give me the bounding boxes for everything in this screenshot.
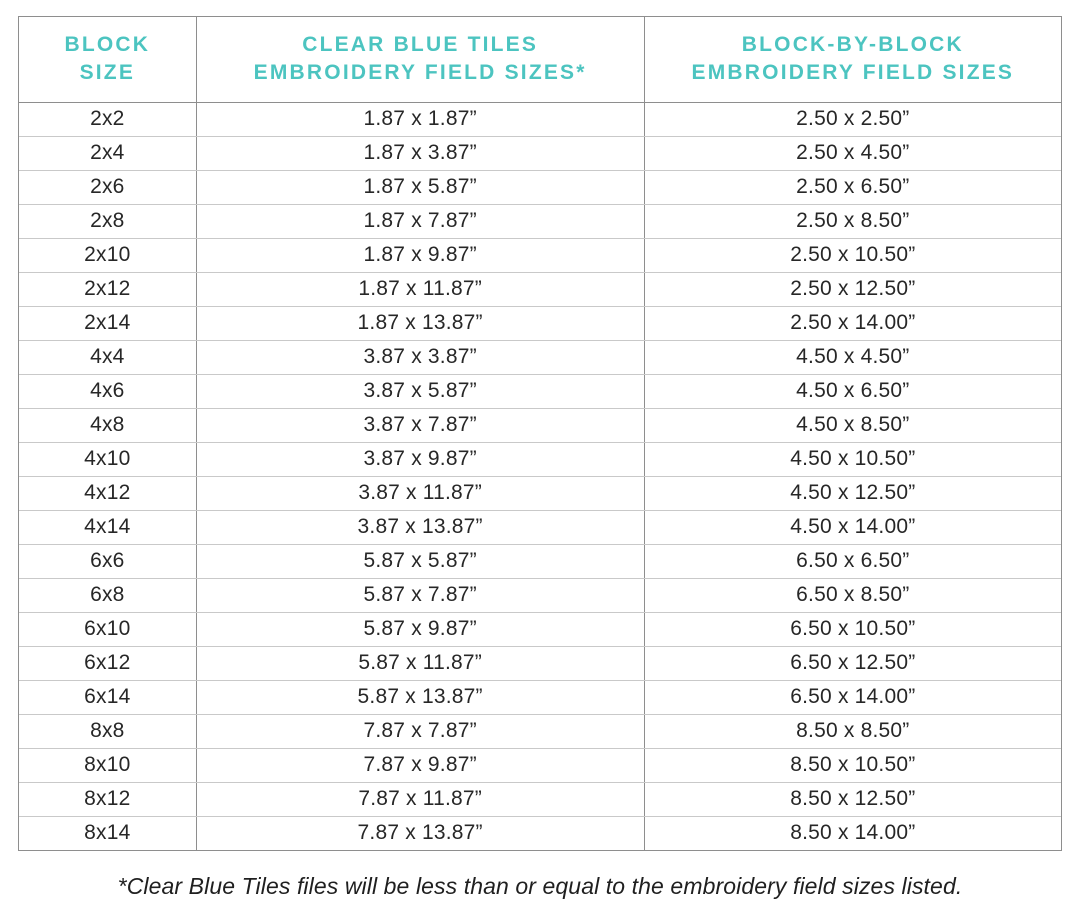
cell-block-by-block-size: 2.50 x 12.50”	[644, 273, 1061, 307]
cell-clear-blue-tiles-size: 3.87 x 3.87”	[196, 341, 644, 375]
cell-block-size: 4x6	[19, 375, 196, 409]
table-row	[19, 205, 1061, 239]
cell-clear-blue-tiles-size: 3.87 x 9.87”	[196, 443, 644, 477]
cell-clear-blue-tiles-size: 1.87 x 7.87”	[196, 205, 644, 239]
embroidery-field-size-table	[18, 16, 1062, 851]
cell-block-size: 4x10	[19, 443, 196, 477]
table-header-row	[19, 17, 1061, 103]
column-header-block-by-block-line2: EMBROIDERY FIELD SIZES	[691, 60, 1015, 84]
cell-block-by-block-size: 6.50 x 10.50”	[644, 613, 1061, 647]
cell-block-by-block-size: 4.50 x 14.00”	[644, 511, 1061, 545]
table-row	[19, 715, 1061, 749]
cell-block-by-block-size: 2.50 x 2.50”	[644, 103, 1061, 137]
cell-block-size: 4x12	[19, 477, 196, 511]
cell-clear-blue-tiles-size: 1.87 x 9.87”	[196, 239, 644, 273]
cell-block-by-block-size: 6.50 x 14.00”	[644, 681, 1061, 715]
cell-block-by-block-size: 6.50 x 6.50”	[644, 545, 1061, 579]
table-row	[19, 239, 1061, 273]
table-row	[19, 341, 1061, 375]
table-row	[19, 681, 1061, 715]
column-header-block-by-block-line1: BLOCK-BY-BLOCK	[741, 33, 964, 56]
cell-clear-blue-tiles-size: 7.87 x 9.87”	[196, 749, 644, 783]
cell-clear-blue-tiles-size: 1.87 x 11.87”	[196, 273, 644, 307]
cell-block-size: 8x8	[19, 715, 196, 749]
cell-block-by-block-size: 8.50 x 10.50”	[644, 749, 1061, 783]
column-header-clear-blue-tiles-line2: EMBROIDERY FIELD SIZES*	[253, 60, 587, 84]
cell-clear-blue-tiles-size: 5.87 x 5.87”	[196, 545, 644, 579]
cell-block-size: 2x14	[19, 307, 196, 341]
table-row	[19, 409, 1061, 443]
cell-clear-blue-tiles-size: 3.87 x 5.87”	[196, 375, 644, 409]
cell-block-by-block-size: 2.50 x 14.00”	[644, 307, 1061, 341]
column-header-clear-blue-tiles-line1: CLEAR BLUE TILES	[302, 33, 539, 56]
cell-block-by-block-size: 2.50 x 10.50”	[644, 239, 1061, 273]
cell-clear-blue-tiles-size: 7.87 x 7.87”	[196, 715, 644, 749]
cell-block-size: 8x12	[19, 783, 196, 817]
cell-block-by-block-size: 4.50 x 10.50”	[644, 443, 1061, 477]
cell-block-by-block-size: 2.50 x 8.50”	[644, 205, 1061, 239]
cell-clear-blue-tiles-size: 5.87 x 7.87”	[196, 579, 644, 613]
table-header	[19, 17, 1061, 103]
cell-clear-blue-tiles-size: 7.87 x 11.87”	[196, 783, 644, 817]
table-row	[19, 647, 1061, 681]
cell-block-size: 4x14	[19, 511, 196, 545]
cell-clear-blue-tiles-size: 5.87 x 9.87”	[196, 613, 644, 647]
cell-block-size: 4x4	[19, 341, 196, 375]
cell-block-by-block-size: 4.50 x 6.50”	[644, 375, 1061, 409]
table-row	[19, 375, 1061, 409]
cell-block-size: 8x14	[19, 817, 196, 851]
footnote: *Clear Blue Tiles files will be less than or equal to the embroidery field sizes listed.	[117, 873, 963, 900]
cell-block-by-block-size: 2.50 x 4.50”	[644, 137, 1061, 171]
table-row	[19, 613, 1061, 647]
cell-block-size: 4x8	[19, 409, 196, 443]
cell-block-size: 2x8	[19, 205, 196, 239]
table-row	[19, 171, 1061, 205]
column-header-block-size-line2: SIZE	[79, 60, 136, 84]
cell-block-size: 2x10	[19, 239, 196, 273]
cell-block-size: 2x6	[19, 171, 196, 205]
cell-block-by-block-size: 8.50 x 14.00”	[644, 817, 1061, 851]
table-row	[19, 273, 1061, 307]
cell-block-size: 6x8	[19, 579, 196, 613]
cell-block-by-block-size: 2.50 x 6.50”	[644, 171, 1061, 205]
table-row	[19, 783, 1061, 817]
column-header-block-by-block	[644, 17, 1061, 103]
cell-block-size: 2x2	[19, 103, 196, 137]
cell-clear-blue-tiles-size: 3.87 x 7.87”	[196, 409, 644, 443]
cell-block-by-block-size: 4.50 x 4.50”	[644, 341, 1061, 375]
cell-block-by-block-size: 4.50 x 8.50”	[644, 409, 1061, 443]
column-header-clear-blue-tiles	[196, 17, 644, 103]
cell-block-size: 8x10	[19, 749, 196, 783]
cell-block-size: 6x6	[19, 545, 196, 579]
cell-clear-blue-tiles-size: 1.87 x 13.87”	[196, 307, 644, 341]
cell-clear-blue-tiles-size: 1.87 x 3.87”	[196, 137, 644, 171]
cell-clear-blue-tiles-size: 1.87 x 5.87”	[196, 171, 644, 205]
cell-clear-blue-tiles-size: 5.87 x 13.87”	[196, 681, 644, 715]
table-body	[19, 103, 1061, 851]
cell-block-by-block-size: 8.50 x 12.50”	[644, 783, 1061, 817]
table-row	[19, 579, 1061, 613]
cell-block-size: 6x10	[19, 613, 196, 647]
table-row	[19, 443, 1061, 477]
table-row	[19, 749, 1061, 783]
table-row	[19, 511, 1061, 545]
cell-block-size: 6x14	[19, 681, 196, 715]
cell-block-by-block-size: 6.50 x 8.50”	[644, 579, 1061, 613]
cell-block-size: 6x12	[19, 647, 196, 681]
table-row	[19, 103, 1061, 137]
cell-block-by-block-size: 8.50 x 8.50”	[644, 715, 1061, 749]
cell-block-size: 2x4	[19, 137, 196, 171]
table-row	[19, 137, 1061, 171]
cell-clear-blue-tiles-size: 1.87 x 1.87”	[196, 103, 644, 137]
cell-block-by-block-size: 6.50 x 12.50”	[644, 647, 1061, 681]
column-header-block-size	[19, 17, 196, 103]
cell-clear-blue-tiles-size: 5.87 x 11.87”	[196, 647, 644, 681]
cell-clear-blue-tiles-size: 3.87 x 13.87”	[196, 511, 644, 545]
table-row	[19, 477, 1061, 511]
cell-block-by-block-size: 4.50 x 12.50”	[644, 477, 1061, 511]
table-row	[19, 307, 1061, 341]
cell-clear-blue-tiles-size: 7.87 x 13.87”	[196, 817, 644, 851]
column-header-block-size-line1: BLOCK	[64, 33, 151, 56]
cell-clear-blue-tiles-size: 3.87 x 11.87”	[196, 477, 644, 511]
cell-block-size: 2x12	[19, 273, 196, 307]
size-table	[19, 17, 1061, 851]
table-row	[19, 817, 1061, 851]
table-row	[19, 545, 1061, 579]
